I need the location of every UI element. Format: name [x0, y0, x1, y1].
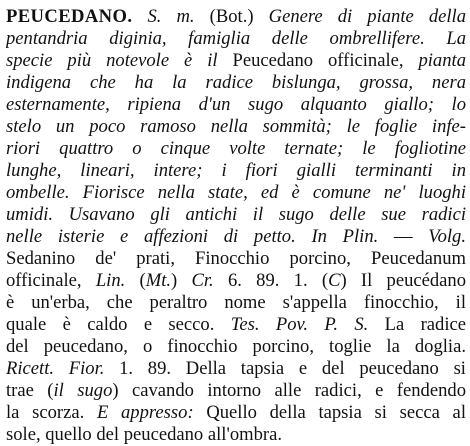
headword: PEUCEDANO. — [6, 6, 133, 27]
text-segment: del peucedano, o finocchio porcino, toglie la doglia. — [6, 336, 466, 357]
text-segment: Tes. Pov. P. S. — [230, 314, 369, 335]
text-segment: è un'erba, che peraltro nome s'appella finocchio, il — [6, 292, 466, 313]
text-line — [6, 204, 466, 226]
text-segment: Cr. — [191, 270, 214, 291]
text-segment: La radice — [368, 314, 466, 335]
text-segment: Sedanino de' prati, Finocchio porcino, Peucedanum — [6, 248, 466, 269]
text-segment: il sugo — [53, 380, 113, 401]
text-line — [6, 28, 466, 50]
text-segment: C — [328, 270, 341, 291]
text-line — [6, 226, 466, 248]
text-line — [6, 248, 466, 270]
text-line — [6, 358, 466, 380]
text-segment: ) — [171, 270, 192, 291]
text-segment: indigena che ha la radice bislunga, grossa, nera — [6, 72, 466, 93]
text-segment: riori quattro o cinque volte ternate; le fogliotine — [6, 138, 466, 159]
text-line — [6, 336, 466, 358]
text-segment: sole, quello del peucedano all'ombra. — [6, 424, 282, 445]
text-segment: umidi. Usavano gli antichi il sugo delle sue radici — [6, 204, 466, 225]
text-segment: ) Il peucédano — [340, 270, 466, 291]
text-line — [6, 72, 466, 94]
text-segment: (Bot.) — [194, 6, 269, 27]
text-segment: specie più notevole è il — [6, 50, 233, 71]
text-segment: Peucedano officinale, — [232, 50, 419, 71]
text-segment: esternamente, ripiena d'un sugo alquanto giallo; lo — [6, 94, 466, 115]
text-line — [6, 314, 466, 336]
text-line — [6, 292, 466, 314]
text-line — [6, 6, 466, 28]
text-line — [6, 402, 466, 424]
dictionary-entry — [6, 6, 466, 445]
text-line — [6, 138, 466, 160]
text-line — [6, 116, 466, 138]
text-segment: — — [378, 226, 429, 247]
text-segment: ( — [125, 270, 146, 291]
text-segment: nelle isterie e affezioni di petto. In Plin. — [6, 226, 379, 247]
text-line — [6, 424, 466, 446]
text-line — [6, 50, 466, 72]
text-line — [6, 270, 466, 292]
text-segment: ombelle. Fiorisce nella state, ed è comune ne' luoghi — [6, 182, 466, 203]
text-segment: lunghe, lineari, intere; i fiori gialli terminanti in — [6, 160, 466, 181]
text-segment: E appresso: — [96, 402, 194, 423]
text-segment: S. m. — [132, 6, 195, 27]
text-segment: quale è caldo e secco. — [6, 314, 231, 335]
text-line — [6, 380, 466, 402]
text-segment: Genere di piante della — [268, 6, 466, 27]
text-segment: officinale, — [6, 270, 96, 291]
text-segment: pianta — [418, 50, 466, 71]
text-line — [6, 94, 466, 116]
text-segment: Quello della tapsia si secca al — [193, 402, 466, 423]
text-segment: stelo un poco ramoso nella sommità; le foglie infe- — [6, 116, 466, 137]
text-segment: 6. 89. 1. ( — [213, 270, 329, 291]
text-segment: pentandria diginia, famiglia delle ombrellifere. La — [6, 28, 466, 49]
text-segment: ) cavando intorno alle radici, e fendendo — [112, 380, 466, 401]
text-segment: trae ( — [6, 380, 54, 401]
text-segment: Ricett. Fior. — [6, 358, 105, 379]
text-line — [6, 160, 466, 182]
text-segment: Volg. — [428, 226, 466, 247]
text-segment: 1. 89. Della tapsia e del peucedano si — [104, 358, 466, 379]
text-segment: la scorza. — [6, 402, 97, 423]
text-segment: Lin. — [95, 270, 126, 291]
text-segment: Mt. — [145, 270, 172, 291]
text-line — [6, 182, 466, 204]
